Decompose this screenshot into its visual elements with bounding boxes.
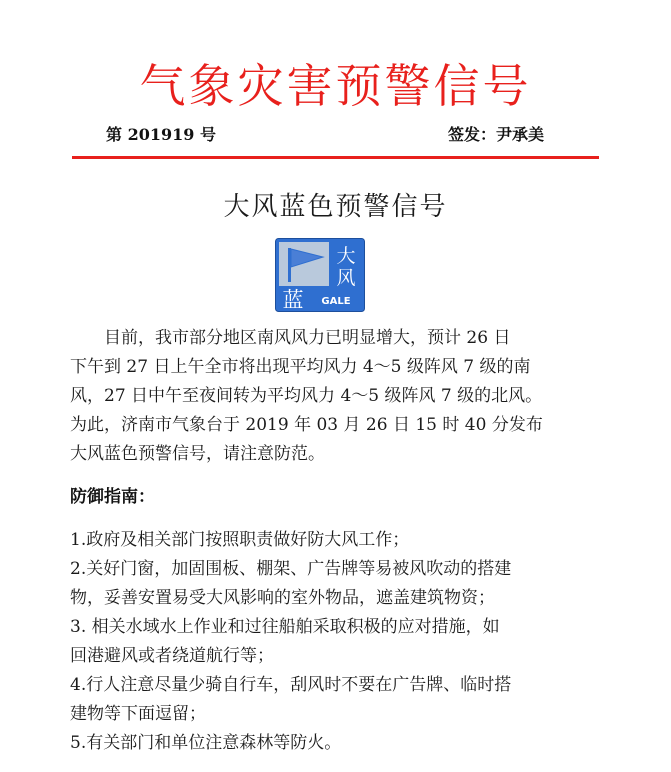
guide-item: 建物等下面逗留； (70, 704, 206, 724)
icon-level-char: 蓝 (282, 288, 304, 312)
guide-item: 1.政府及相关部门按照职责做好防大风工作； (70, 530, 410, 550)
intro-line: 下午到 27 日上午全市将出现平均风力 4～5 级阵风 7 级的南 (70, 357, 531, 377)
guide-item: 物，妥善安置易受大风影响的室外物品，遮盖建筑物资； (70, 588, 495, 608)
intro-paragraph (70, 324, 610, 469)
header-title: 气象灾害预警信号 (139, 59, 532, 113)
signer: 签发：尹承美 (448, 125, 545, 144)
document-title: 大风蓝色预警信号 (223, 192, 448, 222)
intro-line: 风，27 日中午至夜间转为平均风力 4～5 级阵风 7 级的北风。 (70, 386, 543, 406)
intro-line: 大风蓝色预警信号，请注意防范。 (70, 444, 325, 464)
icon-label-en: GALE (321, 296, 351, 307)
guide-item: 2.关好门窗，加固围板、棚架、广告牌等易被风吹动的搭建 (70, 559, 512, 579)
icon-flag-panel (279, 242, 329, 286)
guide-item: 3. 相关水域水上作业和过往船舶采取积极的应对措施，如 (70, 617, 500, 637)
icon-char-top: 大 (336, 245, 356, 267)
document-number: 第 201919 号 (106, 125, 216, 144)
intro-line: 目前，我市部分地区南风风力已明显增大，预计 26 日 (104, 328, 511, 348)
guide-item: 回港避风或者绕道航行等； (70, 646, 274, 666)
intro-line: 为此，济南市气象台于 2019 年 03 月 26 日 15 时 40 分发布 (70, 415, 543, 435)
gale-blue-warning-icon (275, 238, 365, 312)
guide-item: 4.行人注意尽量少骑自行车，刮风时不要在广告牌、临时搭 (70, 675, 512, 695)
icon-char-mid: 风 (336, 267, 356, 289)
header-divider (72, 156, 599, 159)
guide-heading: 防御指南： (70, 487, 155, 507)
guide-item: 5.有关部门和单位注意森林等防火。 (70, 733, 342, 753)
guide-list (70, 526, 610, 758)
